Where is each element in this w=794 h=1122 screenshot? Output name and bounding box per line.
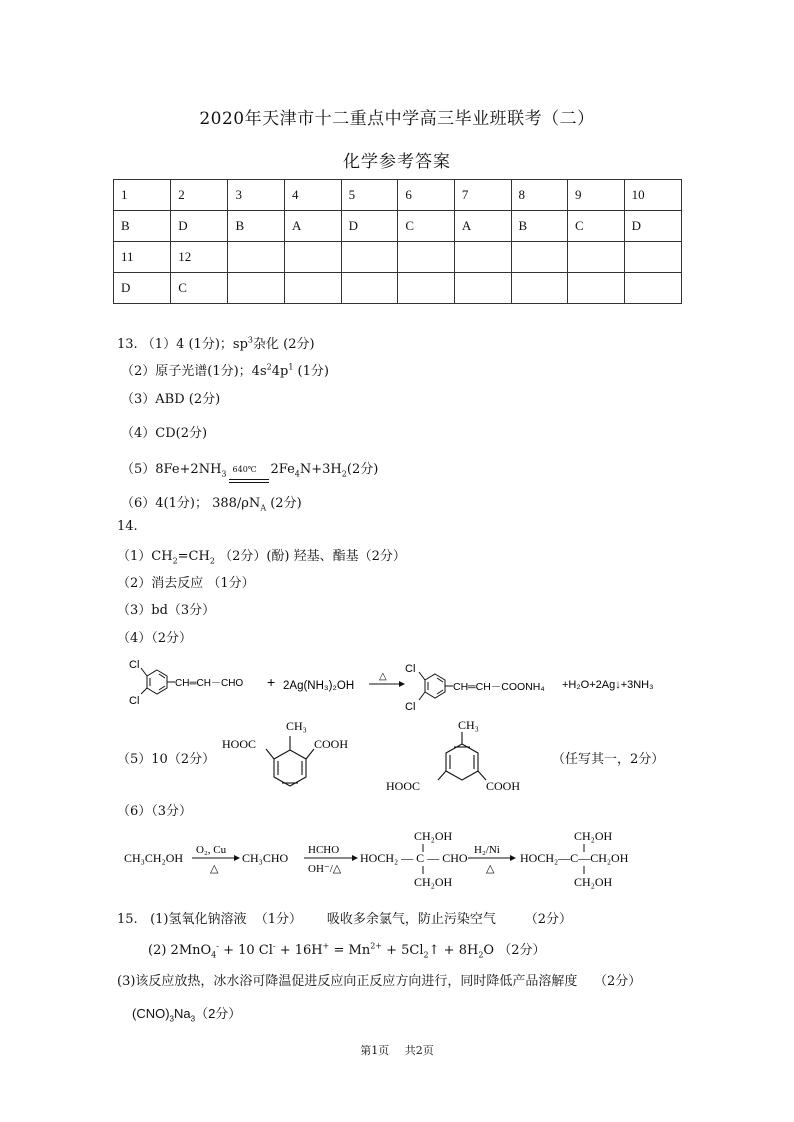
product-cl-2: Cl <box>405 701 416 713</box>
answer-table-cell: 4 <box>285 180 342 211</box>
answer-table-cell <box>624 242 681 273</box>
q13-part5-mid2: N+3H <box>299 462 342 477</box>
answer-table-cell <box>511 273 568 304</box>
q13-part6-sub: A <box>260 503 267 513</box>
isomer-b-methyl: CH₃ <box>458 718 479 732</box>
q13-part6-text: （6）4(1分)； 388/ρN <box>121 496 261 511</box>
q13-part5-sub1: 3 <box>221 469 227 479</box>
answer-table-cell <box>341 242 398 273</box>
isomer-a-left-group: HOOC <box>222 737 257 751</box>
reactant-chain: CH═CH－CHO <box>175 678 244 689</box>
document-subtitle: 化学参考答案 <box>343 152 451 172</box>
q14-part1 <box>117 545 406 566</box>
isomer-b-right-group: COOH <box>486 779 521 793</box>
q13-part5-mid: 2Fe <box>270 462 295 477</box>
q15-part4 <box>132 1003 241 1024</box>
q14-part1-sub1: 2 <box>172 556 178 566</box>
q15-part2-sup4: 2+ <box>370 941 382 951</box>
q15-part4-text: (CNO) <box>132 1006 170 1021</box>
q13-part5-condition: 640℃ <box>232 465 257 474</box>
page-number: 第1页 <box>360 1044 390 1057</box>
answer-table-cell: 10 <box>624 180 681 211</box>
synthesis-cond3-bottom: △ <box>486 863 495 875</box>
q15-part4-sub1: 3 <box>169 1014 174 1024</box>
reaction-q14-4 <box>117 652 677 714</box>
isomer-a-right-group: COOH <box>314 737 349 751</box>
synthesis-step3-top-group: CH₂OH <box>414 829 453 843</box>
q13-part2-mid: 4p <box>271 364 289 379</box>
answer-table-cell <box>398 273 455 304</box>
q15-part2-sup2: - <box>272 941 276 951</box>
reaction-plus: + <box>267 674 276 690</box>
answer-table-cell: B <box>511 211 568 242</box>
answer-table-cell <box>454 242 511 273</box>
answer-table-row <box>114 180 682 211</box>
q14-part1-sub2: 2 <box>209 556 215 566</box>
q13-part5 <box>121 458 378 479</box>
answer-table-cell: D <box>624 211 681 242</box>
answer-table-cell: 11 <box>114 242 171 273</box>
reaction-heat-condition: △ <box>379 671 387 682</box>
answer-table-cell: B <box>228 211 285 242</box>
q15-part2-text: (2) 2MnO <box>148 943 212 958</box>
synthesis-step3-compound: HOCH₂ — C — CHO <box>360 851 468 865</box>
synthesis-step3-bottom-group: CH₂OH <box>414 875 453 889</box>
answer-table-cell: A <box>454 211 511 242</box>
answer-table-cell <box>228 273 285 304</box>
q13-part2-text: （2）原子光谱(1分)；4s <box>121 364 267 379</box>
q15-part2-m3: = Mn <box>329 943 371 958</box>
reaction-byproducts: +H₂O+2Ag↓+3NH₃ <box>562 679 654 691</box>
isomer-b-structure <box>384 716 534 806</box>
document-title: 2020年天津市十二重点中学高三毕业班联考（二） <box>199 109 595 129</box>
q13-part6-tail: (2分) <box>266 496 302 511</box>
q15-part2-sup3: + <box>322 941 330 951</box>
q15-part2-m1: + 10 Cl <box>218 943 273 958</box>
answer-table-cell: C <box>398 211 455 242</box>
q14-part1-text: （1）CH <box>117 549 173 564</box>
synthesis-route <box>120 822 680 894</box>
answer-table-cell <box>228 242 285 273</box>
synthesis-step4-top-group: CH₂OH <box>574 829 613 843</box>
q14-part5: （5）10（2分） <box>117 752 216 767</box>
answer-table-cell: 3 <box>228 180 285 211</box>
q15-part2-m5: ↑ + 8H <box>428 943 479 958</box>
q13-part1 <box>117 333 315 352</box>
q15-part4-sub2: 3 <box>190 1014 196 1024</box>
q15-part2-m4: + 5Cl <box>382 943 424 958</box>
answer-table-cell: 2 <box>171 180 228 211</box>
reaction-reagent: 2Ag(NH₃)₂OH <box>283 680 355 692</box>
q15-part2-sub1: 4 <box>211 950 217 960</box>
synthesis-step4-bottom-group: CH₂OH <box>574 875 613 889</box>
answer-table-cell: 7 <box>454 180 511 211</box>
answer-table-cell <box>285 273 342 304</box>
q13-part4: （4）CD(2分) <box>121 426 208 441</box>
q14-part3: （3）bd（3分） <box>117 603 216 618</box>
synthesis-step2-compound: CH₃CHO <box>242 851 289 865</box>
isomer-b-left-group: HOOC <box>386 779 421 793</box>
q14-part1-tail: （2分）(酚) 羟基、酯基（2分） <box>214 549 406 564</box>
q15-part4-tail: （2分） <box>195 1006 242 1021</box>
q14-part5-note: （任写其一，2分） <box>552 752 665 767</box>
q15-part2-sup1: - <box>216 941 219 951</box>
product-chain: CH═CH－COONH₄ <box>453 681 545 693</box>
q13-part5-tail: (2分) <box>346 462 379 477</box>
dichlorophenyl-reactant-structure <box>141 668 175 694</box>
reaction-arrow <box>369 681 405 687</box>
answer-table-cell: D <box>171 211 228 242</box>
answer-table-cell <box>454 273 511 304</box>
synthesis-cond2-top: HCHO <box>308 844 340 856</box>
q15-part2-sub3: 2 <box>478 950 484 960</box>
q13-part2-sup1: 2 <box>266 362 272 372</box>
answer-table-cell: 5 <box>341 180 398 211</box>
q15-part3: (3)该反应放热，冰水浴可降温促进反应向正反应方向进行，同时降低产品溶解度 （2分） <box>117 974 642 989</box>
answer-table-cell <box>624 273 681 304</box>
answer-table-cell <box>285 242 342 273</box>
q13-part3: （3）ABD (2分) <box>121 392 221 407</box>
q15-part2-m2: + 16H <box>275 943 323 958</box>
isomer-a-structure <box>222 716 372 806</box>
answer-table-row <box>114 242 682 273</box>
q13-part5-sub2: 4 <box>294 469 300 479</box>
page-total: 共2页 <box>404 1044 434 1057</box>
product-cl-1: Cl <box>405 663 416 675</box>
q13-part1-text: 13. （1）4 (1分)；sp <box>117 337 248 352</box>
answer-table-cell: 6 <box>398 180 455 211</box>
answer-table-cell: C <box>171 273 228 304</box>
answer-table-cell: D <box>341 211 398 242</box>
q15-part2 <box>148 939 545 960</box>
reactant-cl-2: Cl <box>129 695 140 707</box>
answer-table-cell: A <box>285 211 342 242</box>
synthesis-step1-compound: CH₃CH₂OH <box>124 851 184 865</box>
isomer-a-methyl: CH₃ <box>286 719 307 733</box>
q14-part2: （2）消去反应 （1分） <box>117 576 255 591</box>
q13-part2-sup2: 1 <box>288 362 294 372</box>
answer-table-cell: 12 <box>171 242 228 273</box>
answer-table-row <box>114 273 682 304</box>
answer-table-cell <box>398 242 455 273</box>
answer-table-row <box>114 211 682 242</box>
synthesis-cond1-bottom: △ <box>210 863 219 875</box>
q14-part1-mid: =CH <box>177 549 210 564</box>
answer-table-cell: D <box>114 273 171 304</box>
q13-part2-tail: (1分) <box>293 364 329 379</box>
answer-table-cell <box>568 273 625 304</box>
q15-part2-sub2: 2 <box>423 950 429 960</box>
answer-table-cell: 8 <box>511 180 568 211</box>
answer-table <box>113 179 682 304</box>
q13-part2 <box>121 360 329 379</box>
answer-table-cell: C <box>568 211 625 242</box>
answer-table-cell <box>341 273 398 304</box>
answer-table-cell <box>568 242 625 273</box>
synthesis-cond3-top: H₂/Ni <box>474 844 500 856</box>
q13-part1-sup: 3 <box>247 335 253 345</box>
q15-part1: 15. (1)氢氧化钠溶液 （1分） 吸收多余氯气，防止污染空气 （2分） <box>117 912 573 927</box>
q15-part2-tail: O （2分） <box>483 943 546 958</box>
answer-table-cell: 1 <box>114 180 171 211</box>
synthesis-cond2-bottom: OH⁻/△ <box>308 863 342 875</box>
q13-part6 <box>121 492 302 513</box>
synthesis-step4-compound: HOCH₂—C—CH₂OH <box>520 851 629 865</box>
answer-table-cell <box>511 242 568 273</box>
q13-part5-sub3: 2 <box>341 469 347 479</box>
q13-part5-text: （5）8Fe+2NH <box>121 462 222 477</box>
q14-part4: （4）（2分） <box>117 631 193 646</box>
q14-part6: （6）（3分） <box>117 804 193 819</box>
q14-heading: 14. <box>117 519 138 534</box>
answer-table-cell: 9 <box>568 180 625 211</box>
reactant-cl-1: Cl <box>129 659 140 671</box>
dichlorophenyl-product-structure <box>419 672 453 700</box>
page-footer <box>0 1042 794 1058</box>
q15-part4-mid: Na <box>174 1006 191 1021</box>
q13-part1-tail: 杂化 (2分) <box>252 337 315 352</box>
answer-table-cell: B <box>114 211 171 242</box>
synthesis-cond1-top: O₂, Cu <box>196 844 227 856</box>
